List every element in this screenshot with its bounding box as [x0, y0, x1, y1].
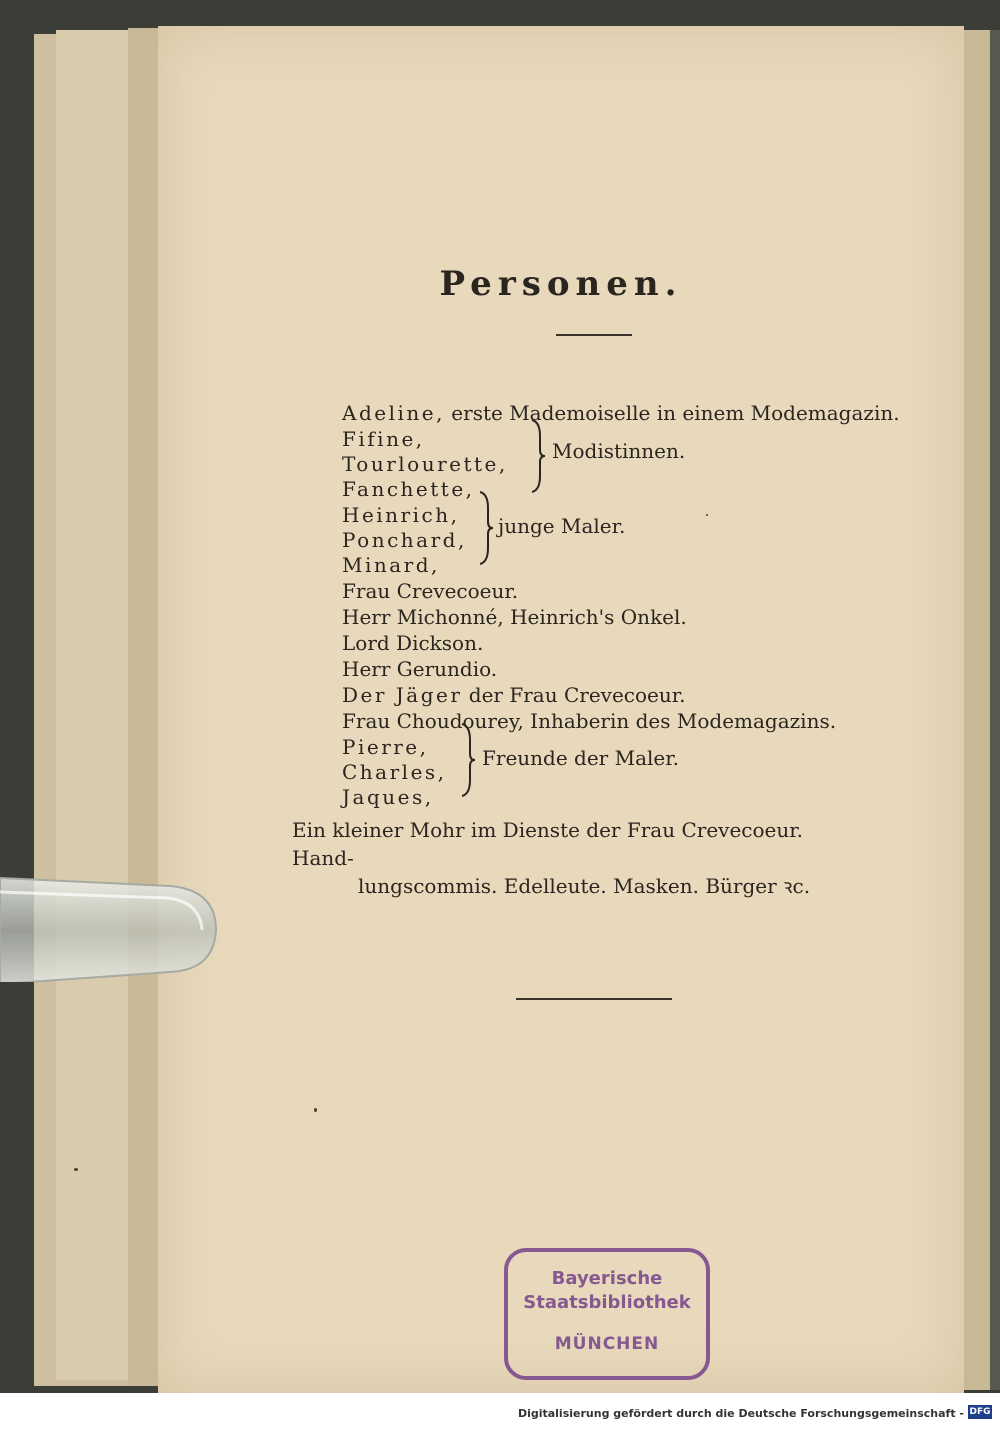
character-line	[342, 656, 497, 682]
footnote-line: Ein kleiner Mohr im Dienste der Frau Crevecoeur. Hand-	[292, 818, 803, 870]
character-name: Der Jäger	[342, 683, 463, 707]
character-description: erste Mademoiselle in einem Modemagazin.	[444, 401, 900, 425]
group-brace	[478, 490, 494, 566]
character-name: Fanchette,	[342, 477, 475, 501]
character-line	[342, 630, 483, 656]
character-name: Herr Michonné,	[342, 605, 504, 629]
character-line	[342, 682, 685, 708]
character-line	[342, 527, 467, 553]
character-line	[342, 734, 429, 760]
digitization-credit: Digitalisierung gefördert durch die Deutsche Forschungsgemeinschaft -	[517, 1407, 964, 1420]
character-name: Minard,	[342, 553, 440, 577]
page-title: Personen.	[439, 264, 683, 304]
character-description: Heinrich's Onkel.	[503, 605, 687, 629]
character-name: Frau Crevecoeur.	[342, 579, 519, 603]
character-name: Heinrich,	[342, 503, 460, 527]
character-name: Ponchard,	[342, 528, 467, 552]
character-name: Tourlourette,	[342, 452, 508, 476]
group-label-modistinnen: Modistinnen.	[552, 439, 686, 463]
character-line	[342, 759, 447, 785]
group-label-freunde: Freunde der Maler.	[482, 746, 679, 770]
character-line	[342, 426, 425, 452]
character-name: Lord Dickson.	[342, 631, 484, 655]
character-line	[342, 476, 475, 502]
divider-rule	[556, 334, 632, 336]
book-page	[158, 26, 964, 1394]
stamp-text: Staatsbibliothek	[523, 1292, 691, 1313]
footnote-paragraph	[292, 816, 852, 900]
stamp-text: Bayerische	[551, 1268, 663, 1289]
character-line	[342, 578, 518, 604]
character-name: Charles,	[342, 760, 447, 784]
character-line	[342, 784, 434, 810]
character-name: Herr Gerundio.	[342, 657, 498, 681]
stamp-text: MÜNCHEN	[554, 1334, 660, 1354]
character-line	[342, 451, 508, 477]
character-name: Adeline,	[342, 401, 445, 425]
character-description: Inhaberin des Modemagazins.	[523, 709, 837, 733]
glass-bookmark-strip	[0, 872, 222, 982]
character-line	[342, 552, 440, 578]
character-line	[342, 502, 459, 528]
character-name: Frau Choudourey,	[342, 709, 524, 733]
character-name: Jaques,	[342, 785, 434, 809]
dfg-logo: DFG	[969, 1407, 991, 1417]
character-line	[342, 400, 900, 426]
footer-bar	[0, 1393, 1000, 1443]
group-brace	[460, 722, 476, 798]
paper-speck	[314, 1108, 317, 1112]
character-line	[342, 604, 687, 630]
divider-rule	[516, 998, 672, 1000]
character-description: der Frau Crevecoeur.	[462, 683, 686, 707]
character-name: Fifine,	[342, 427, 425, 451]
character-name: Pierre,	[342, 735, 429, 759]
character-line	[342, 708, 836, 734]
group-brace	[530, 418, 546, 494]
paper-speck	[706, 514, 708, 516]
page-edge	[128, 28, 162, 1386]
library-stamp	[504, 1248, 710, 1380]
group-label-maler: junge Maler.	[498, 514, 626, 538]
footnote-line: lungscommis. Edelleute. Masken. Bürger ꝛc.	[358, 874, 811, 898]
page-content	[158, 26, 964, 1394]
book-right-shadow	[990, 30, 1000, 1390]
paper-speck	[74, 1168, 78, 1171]
